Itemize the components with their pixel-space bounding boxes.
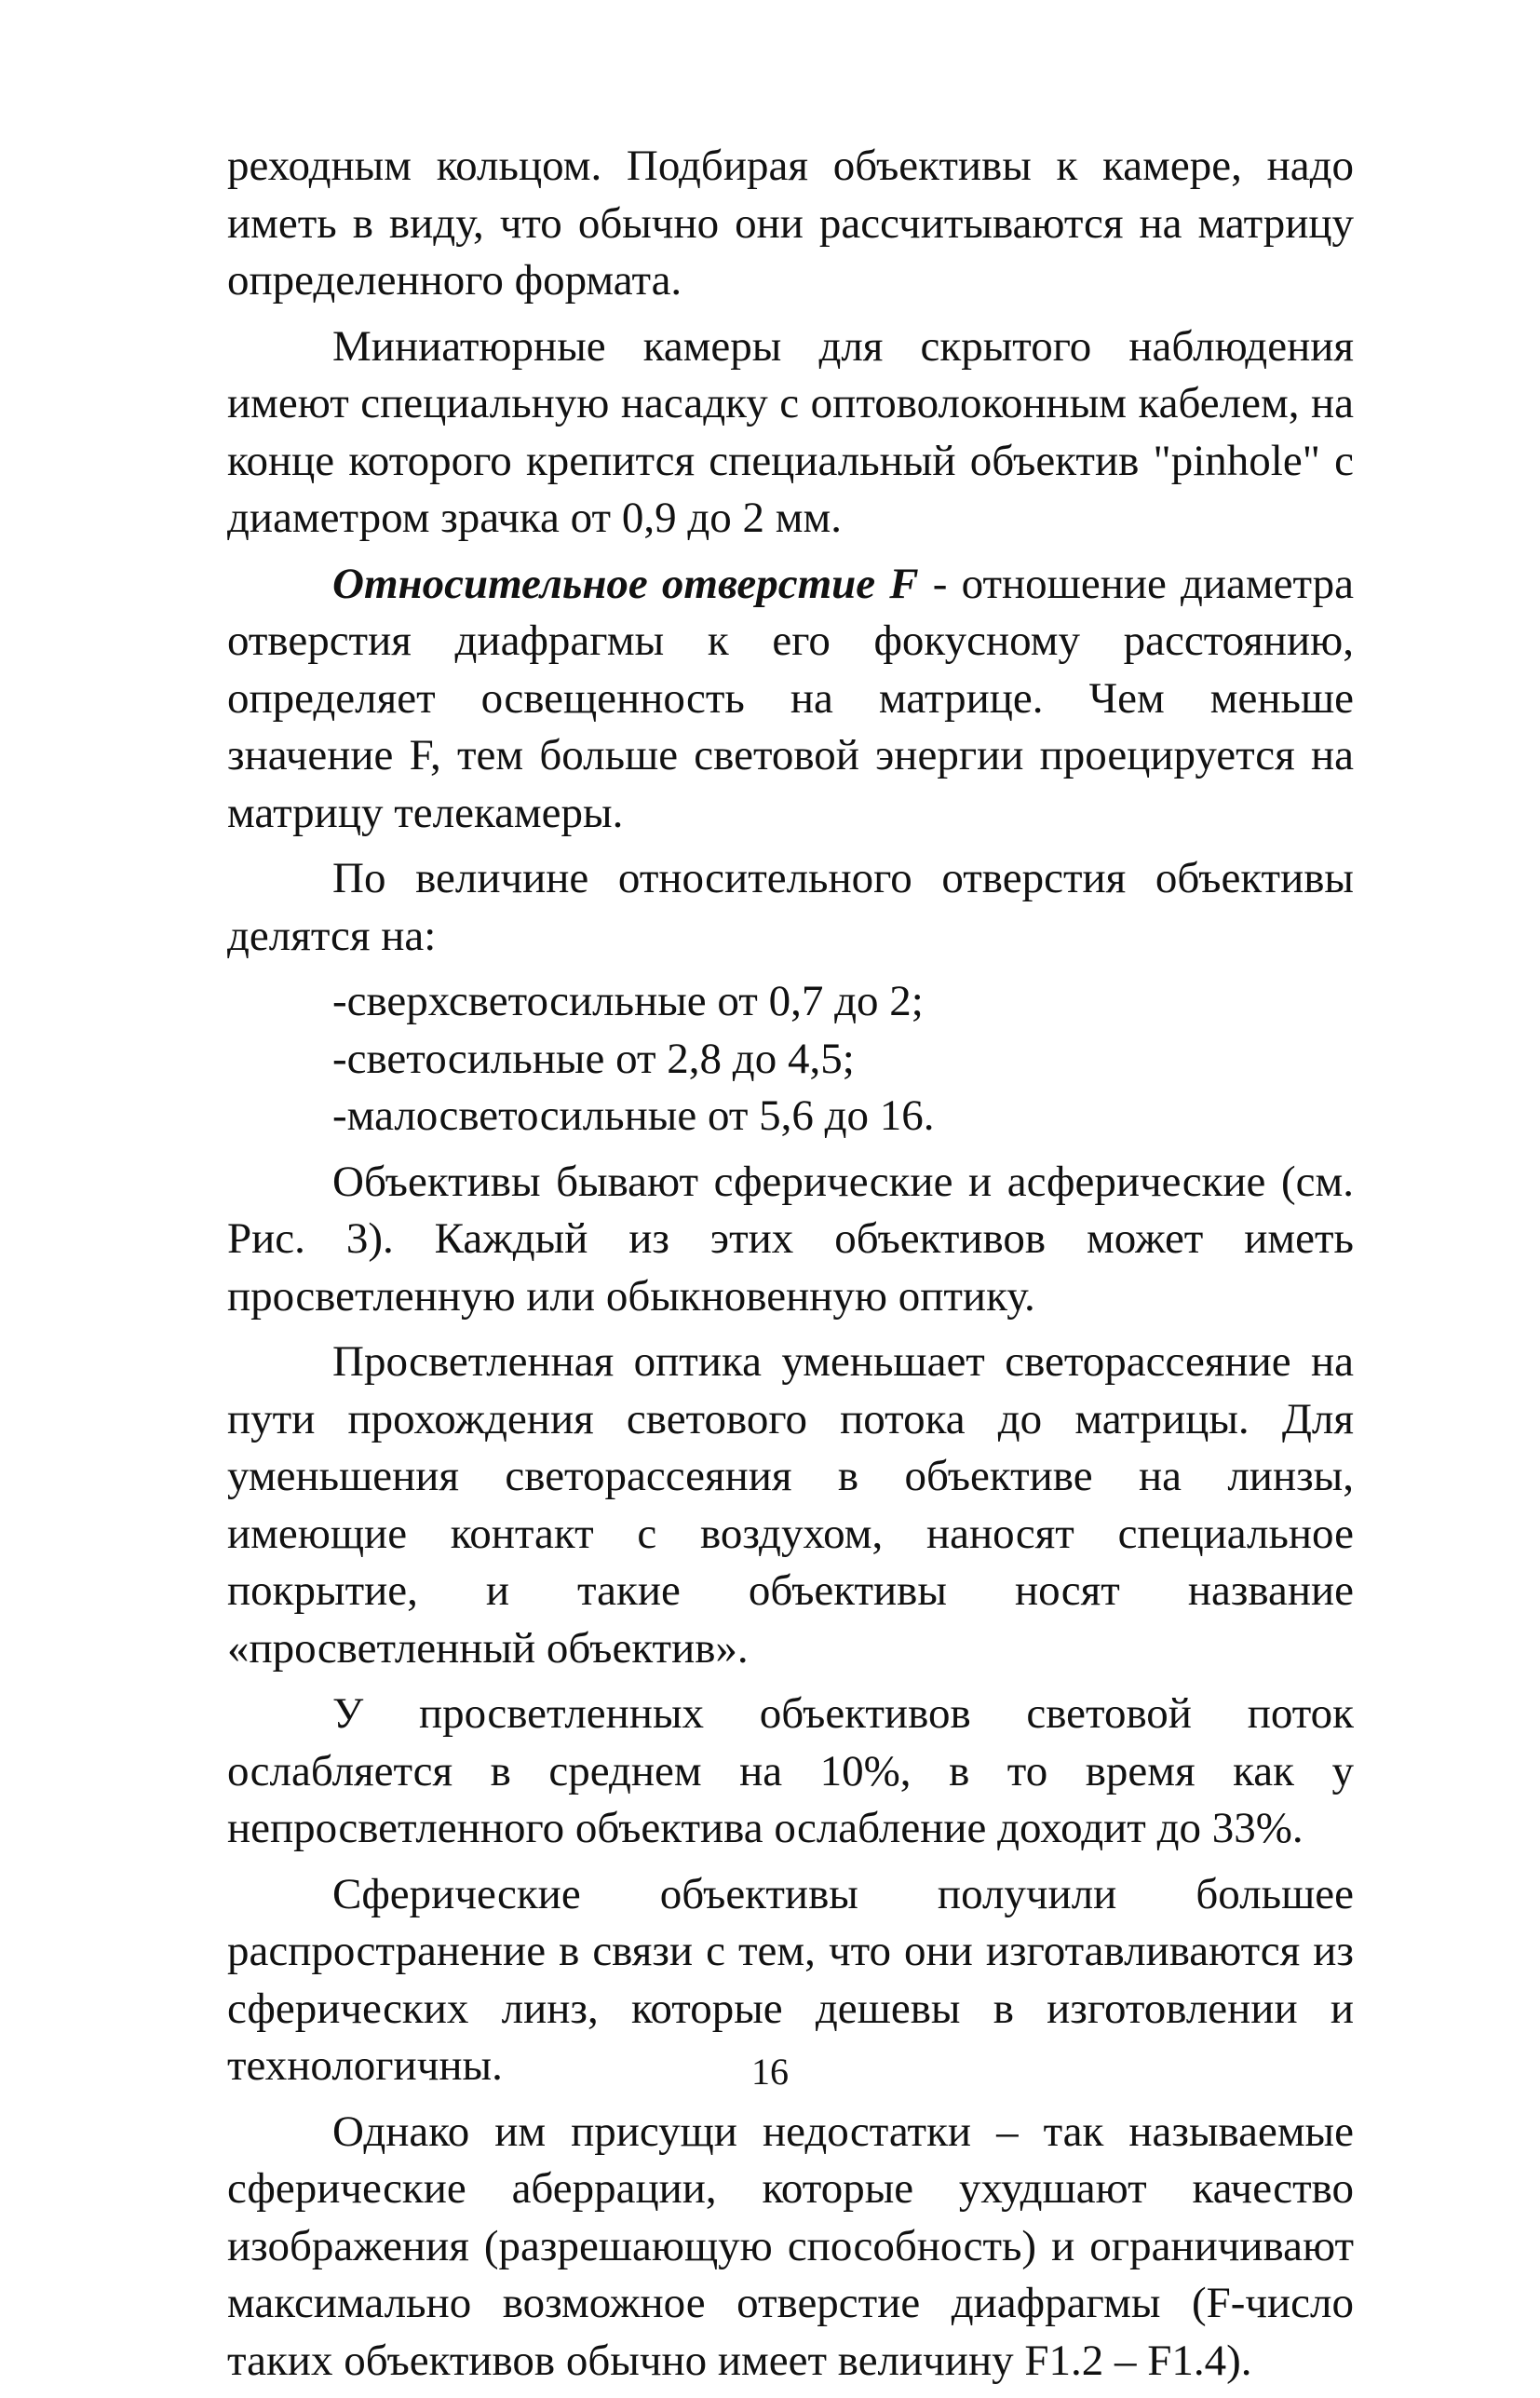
page-number: 16: [751, 2051, 789, 2093]
paragraph-relative-aperture: [227, 556, 1354, 843]
paragraph-relative-aperture-text: - отношение диаметра отверстия диафрагмы к его фокусному расстоянию, определяет освещенность на матрице. Чем меньше значение F, тем больше световой энергии проецируется на матрицу телекамеры.: [227, 559, 1354, 837]
term-relative-aperture: Относительное отверстие F: [332, 559, 919, 608]
list-item: -малосветосильные от 5,6 до 16.: [332, 1091, 935, 1140]
paragraph-light-loss: У просветленных объективов световой поток ослабляется в среднем на 10%, в то время как у непросветленного объектива ослабление доходит до 33%.: [227, 1689, 1354, 1852]
paragraph-spherical-lenses: Сферические объективы получили большее распространение в связи с тем, что они изготавливаются из сферических линз, которые дешевы в изготовлении и технологичны.: [227, 1869, 1354, 2090]
list-item: -сверхсветосильные от 0,7 до 2;: [332, 977, 924, 1025]
paragraph-lens-types: Объективы бывают сферические и асферические (см. Рис. 3). Каждый из этих объективов может иметь просветленную или обыкновенную оптику.: [227, 1157, 1354, 1321]
aperture-class-list: [227, 973, 1354, 1145]
paragraph-continuation: реходным кольцом. Подбирая объективы к камере, надо иметь в виду, что обычно они рассчитываются на матрицу определенного формата.: [227, 142, 1354, 305]
paragraph-aberrations: Однако им присущи недостатки – так называемые сферические аберрации, которые ухудшают качество изображения (разрешающую способность) и ограничивают максимально возможное отверстие диафрагмы (F-число таких объективов обычно имеет величину F1.2 – F1.4).: [227, 2107, 1354, 2385]
paragraph-coated-optics: Просветленная оптика уменьшает светорассеяние на пути прохождения светового потока до матрицы. Для уменьшения светорассеяния в объективе на линзы, имеющие контакт с воздухом, наносят специальное покрытие, и такие объективы носят название «просветленный объектив».: [227, 1337, 1354, 1673]
paragraph-miniature-cameras: Миниатюрные камеры для скрытого наблюдения имеют специальную насадку с оптоволоконным кабелем, на конце которого крепится специальный объектив "pinhole" с диаметром зрачка от 0,9 до 2 мм.: [227, 321, 1354, 542]
paragraph-classification: По величине относительного отверстия объективы делятся на:: [227, 854, 1354, 960]
list-item: -светосильные от 2,8 до 4,5;: [332, 1034, 855, 1083]
